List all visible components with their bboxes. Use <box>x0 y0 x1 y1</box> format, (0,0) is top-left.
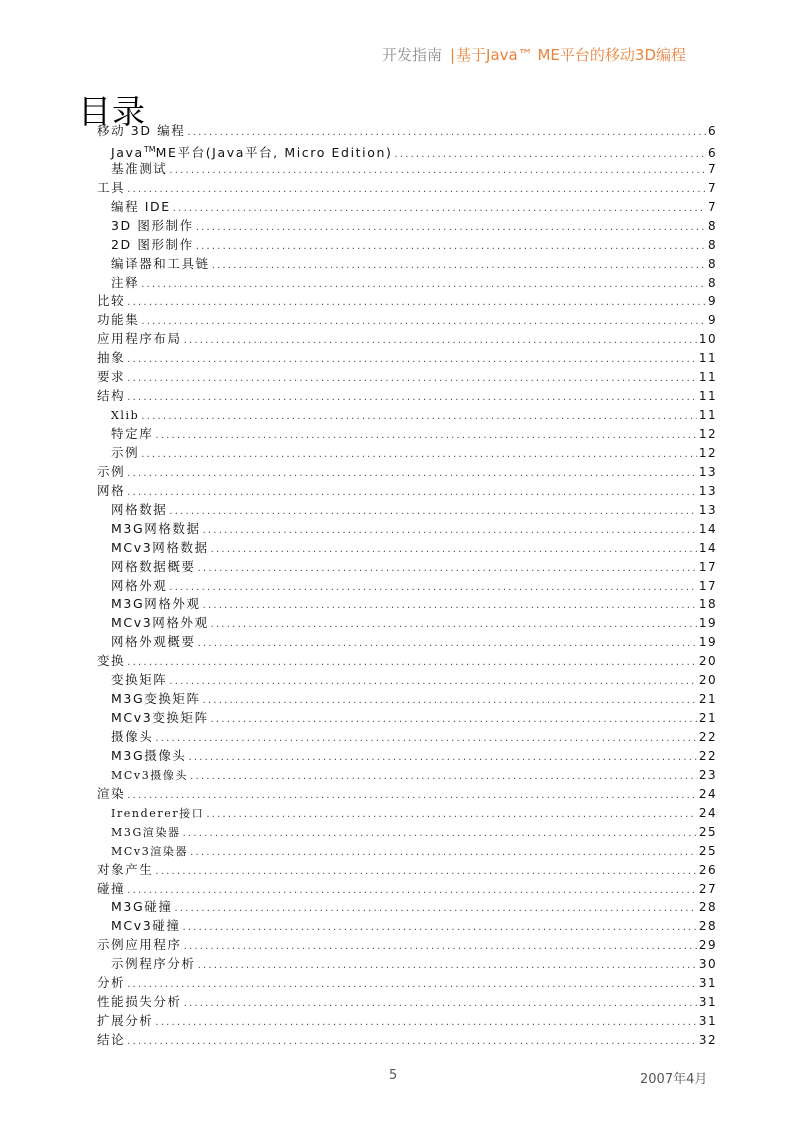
toc-page-number: 11 <box>698 370 717 385</box>
dot-leader <box>190 768 697 785</box>
toc-entry-label-text: 编译器和工具链 <box>111 255 210 271</box>
dot-leader <box>127 976 697 993</box>
toc-entry-label <box>111 805 204 823</box>
toc-subentry[interactable] <box>97 823 717 842</box>
toc-entry-label-text: M3G变换矩阵 <box>111 691 201 707</box>
toc-page-number: 22 <box>698 748 717 763</box>
toc-subentry[interactable] <box>97 804 717 823</box>
toc-entry-label-text: 编程 IDE <box>111 198 171 214</box>
dot-leader <box>182 919 696 936</box>
toc-entry-label-text: 2D 图形制作 <box>111 236 194 252</box>
dot-leader <box>169 579 697 596</box>
toc-entry-label <box>111 917 180 936</box>
toc-entry-label-text: MCv3渲染器 <box>111 844 189 858</box>
toc-page-number: 30 <box>698 957 717 972</box>
toc-entry[interactable] <box>97 292 717 311</box>
toc-entry-label-text: M3G网格外观 <box>111 596 201 612</box>
dot-leader <box>211 616 697 633</box>
toc-entry-label-text: 变换矩阵 <box>111 672 168 688</box>
toc-subentry[interactable] <box>97 406 717 425</box>
toc-page-number: 31 <box>698 1014 717 1029</box>
toc-subentry[interactable] <box>97 444 717 463</box>
toc-page-number: 20 <box>698 654 717 669</box>
page-number: 5 <box>389 1068 398 1083</box>
toc-entry-label <box>111 520 201 539</box>
toc-subentry[interactable] <box>97 236 717 255</box>
toc-page-number: 14 <box>698 540 717 555</box>
dot-leader <box>184 995 697 1012</box>
toc-page-number: 7 <box>707 180 717 195</box>
toc-entry-label-text: 注释 <box>111 274 140 290</box>
toc-entry-label-text: 扩展分析 <box>97 1013 154 1029</box>
toc-entry-label-text: 变换 <box>97 653 126 669</box>
dot-leader <box>174 900 696 917</box>
running-header <box>0 44 686 65</box>
toc-entry-label <box>97 861 153 880</box>
toc-entry-label-text: 工具 <box>97 179 126 195</box>
toc-entry[interactable] <box>97 1031 717 1050</box>
toc-entry-label-text: M3G网格数据 <box>111 520 201 536</box>
toc-entry-label-text: Java <box>111 145 144 160</box>
toc-page-number: 13 <box>698 502 717 517</box>
toc-entry-label <box>111 425 153 444</box>
toc-entry-label-text: M3G渲染器 <box>111 825 181 839</box>
toc-subentry[interactable] <box>97 842 717 861</box>
toc-page-number: 11 <box>698 351 717 366</box>
toc-entry-label-tail: ME平台(Java平台, Micro Edition) <box>155 145 393 160</box>
toc-page-number: 29 <box>698 938 717 953</box>
toc-subentry[interactable] <box>97 425 717 444</box>
toc-entry-label <box>111 633 196 652</box>
toc-subentry[interactable] <box>97 255 717 274</box>
toc-subentry[interactable] <box>97 633 717 652</box>
toc-page-number: 12 <box>698 445 717 460</box>
toc-entry[interactable] <box>97 349 717 368</box>
toc-entry-label <box>111 747 187 766</box>
toc-entry[interactable] <box>97 179 717 198</box>
toc-entry-label <box>111 898 172 917</box>
toc-subentry[interactable] <box>97 614 717 633</box>
toc-entry-label <box>111 274 139 293</box>
toc-page-number: 6 <box>707 124 717 138</box>
dot-leader <box>187 124 706 141</box>
header-guide-label: 开发指南 <box>381 46 442 64</box>
toc-entry-label <box>97 349 125 368</box>
toc-subentry[interactable] <box>97 501 717 520</box>
toc-entry-label-text: 网格数据概要 <box>111 558 196 574</box>
toc-entry-label <box>111 824 181 842</box>
toc-page-number: 8 <box>707 275 717 290</box>
toc-subentry[interactable] <box>97 709 717 728</box>
dot-leader <box>198 560 697 577</box>
dot-leader <box>127 787 697 804</box>
toc-page-number: 23 <box>698 767 717 782</box>
dot-leader <box>184 332 697 349</box>
toc-entry-label <box>97 880 125 899</box>
toc-entry-label-text: 比较 <box>97 293 126 309</box>
toc-entry-label <box>111 843 188 861</box>
toc-page-number: 10 <box>698 332 717 347</box>
toc-entry-label-text: 网格外观概要 <box>111 634 196 650</box>
toc-entry-label-text: 结构 <box>97 388 126 404</box>
toc-entry-label <box>111 955 196 974</box>
dot-leader <box>155 730 697 747</box>
dot-leader <box>203 692 697 709</box>
toc-entry-label <box>97 936 182 955</box>
toc-entry-label <box>111 255 210 274</box>
page-title: 目录 <box>78 92 146 132</box>
toc-entry-label <box>111 407 139 425</box>
toc-entry-label-text: 网格外观 <box>111 577 168 593</box>
toc-entry-label <box>97 122 185 141</box>
trademark-superscript: TM <box>143 144 156 154</box>
dot-leader <box>184 938 697 955</box>
toc-entry-label <box>97 330 182 349</box>
toc-entry[interactable] <box>97 993 717 1012</box>
toc-entry-label-text: 示例 <box>111 444 140 460</box>
toc-subentry[interactable] <box>97 671 717 690</box>
dot-leader <box>127 484 697 501</box>
toc-subentry[interactable] <box>97 766 717 785</box>
toc-entry-label-text: 示例程序分析 <box>111 956 196 972</box>
toc-page-number: 24 <box>698 805 717 820</box>
toc-entry[interactable] <box>97 463 717 482</box>
dot-leader <box>203 597 697 614</box>
toc-page-number: 11 <box>698 408 717 423</box>
toc-subentry[interactable] <box>97 520 717 539</box>
dot-leader <box>198 635 697 652</box>
toc-entry-label-text: Xlib <box>111 409 140 423</box>
toc-page-number: 7 <box>707 161 717 176</box>
toc-subentry[interactable] <box>97 898 717 917</box>
toc-entry-label-text: 抽象 <box>97 350 126 366</box>
toc-entry-label <box>111 595 201 614</box>
toc-page-number: 26 <box>698 862 717 877</box>
toc-page-number: 31 <box>698 976 717 991</box>
toc-page-number: 32 <box>698 1033 717 1047</box>
dot-leader <box>394 146 705 160</box>
dot-leader <box>173 200 706 217</box>
dot-leader <box>198 957 697 974</box>
toc-entry-label-text: M3G摄像头 <box>111 747 187 763</box>
dot-leader <box>155 863 697 880</box>
toc-page-number: 19 <box>698 616 717 631</box>
toc-entry-label <box>111 690 201 709</box>
toc-entry-label-text: 示例应用程序 <box>97 937 182 953</box>
toc-entry-label <box>111 539 209 558</box>
toc-entry-label <box>97 785 125 804</box>
toc-page-number: 13 <box>698 464 717 479</box>
footer-date: 2007年4月 <box>640 1072 708 1087</box>
toc-subentry[interactable] <box>97 141 717 160</box>
toc-entry-label <box>111 444 139 463</box>
toc-entry-label-text: M3G碰撞 <box>111 899 173 915</box>
toc-entry-label-text: 碰撞 <box>97 880 126 896</box>
toc-entry[interactable] <box>97 974 717 993</box>
toc-page-number: 28 <box>698 900 717 915</box>
toc-page-number: 27 <box>698 881 717 896</box>
dot-leader <box>127 465 697 482</box>
toc-entry-label-text: 3D 图形制作 <box>111 217 194 233</box>
toc-page-number: 17 <box>698 559 717 574</box>
toc-subentry[interactable] <box>97 160 717 179</box>
toc-subentry[interactable] <box>97 217 717 236</box>
toc-subentry[interactable] <box>97 595 717 614</box>
toc-page-number: 11 <box>698 389 717 404</box>
toc-entry-label-text: MCv3网格外观 <box>111 615 209 631</box>
toc-entry-label-text: 渲染 <box>97 785 126 801</box>
toc-page-number: 6 <box>707 146 717 160</box>
toc-entry-label-text: 应用程序布局 <box>97 331 182 347</box>
toc-entry-label-text: 分析 <box>97 975 126 991</box>
toc-entry-label <box>111 767 188 785</box>
toc-page-number: 20 <box>698 673 717 688</box>
toc-subentry[interactable] <box>97 539 717 558</box>
toc-subentry[interactable] <box>97 577 717 596</box>
toc-page-number: 21 <box>698 711 717 726</box>
toc-entry-label <box>111 558 196 577</box>
toc-entry-label <box>111 709 209 728</box>
header-document-title: 基于Java™ ME平台的移动3D编程 <box>456 46 686 64</box>
toc-entry-label <box>97 1012 153 1031</box>
toc-entry-label-text: MCv3网格数据 <box>111 539 209 555</box>
toc-entry-label <box>111 671 167 690</box>
toc-page-number: 31 <box>698 995 717 1010</box>
toc-entry-label <box>111 198 171 217</box>
toc-page-number: 24 <box>698 786 717 801</box>
toc-entry-label <box>97 292 125 311</box>
toc-entry[interactable] <box>97 880 717 899</box>
toc-entry-label-text: 移动 3D 编程 <box>97 123 186 138</box>
toc-entry[interactable] <box>97 122 717 141</box>
toc-entry-label-text: 特定库 <box>111 426 154 441</box>
dot-leader <box>206 806 697 823</box>
toc-entry-label-text: 对象产生 <box>97 861 154 877</box>
toc-page-number: 8 <box>707 256 717 271</box>
toc-entry-label-text: 结论 <box>97 1032 126 1047</box>
toc-entry-label <box>97 652 125 671</box>
toc-entry[interactable] <box>97 482 717 501</box>
toc-entry-label <box>97 463 125 482</box>
toc-entry-label-text: MCv3摄像头 <box>111 768 189 782</box>
toc-entry-label <box>111 160 167 179</box>
toc-page-number: 8 <box>707 218 717 233</box>
dot-leader <box>203 522 697 539</box>
toc-entry-label-text: 功能集 <box>97 312 140 328</box>
toc-subentry[interactable] <box>97 955 717 974</box>
toc-subentry[interactable] <box>97 198 717 217</box>
dot-leader <box>127 181 706 198</box>
dot-leader <box>155 427 697 444</box>
toc-entry-label <box>97 974 125 993</box>
toc-page-number: 8 <box>707 237 717 252</box>
toc-entry-label-text: Irenderer接口 <box>111 806 205 820</box>
table-of-contents <box>97 122 717 1050</box>
toc-subentry[interactable] <box>97 917 717 936</box>
dot-leader <box>196 219 706 236</box>
toc-entry-label <box>111 236 194 255</box>
dot-leader <box>127 1033 697 1050</box>
toc-entry-label <box>97 179 125 198</box>
toc-entry-label <box>111 614 209 633</box>
toc-page-number: 25 <box>698 843 717 858</box>
toc-page-number: 14 <box>698 521 717 536</box>
toc-entry-label <box>97 1031 125 1050</box>
toc-entry-label <box>111 501 167 520</box>
toc-entry[interactable] <box>97 1012 717 1031</box>
toc-entry[interactable] <box>97 311 717 330</box>
dot-leader <box>211 711 697 728</box>
toc-entry[interactable] <box>97 936 717 955</box>
dot-leader <box>189 749 697 766</box>
toc-entry-label-text: 摄像头 <box>111 729 154 744</box>
dot-leader <box>212 257 706 274</box>
dot-leader <box>127 389 697 406</box>
dot-leader <box>169 503 697 520</box>
dot-leader <box>141 408 697 425</box>
toc-entry[interactable] <box>97 652 717 671</box>
toc-page-number: 12 <box>698 427 717 441</box>
toc-entry-label <box>111 217 194 236</box>
dot-leader <box>127 654 697 671</box>
toc-entry[interactable] <box>97 330 717 349</box>
toc-entry-label <box>111 141 392 160</box>
toc-entry-label <box>97 387 125 406</box>
toc-entry-label-text: MCv3变换矩阵 <box>111 710 209 726</box>
toc-page-number: 9 <box>707 313 717 328</box>
toc-entry-label-text: 基准测试 <box>111 160 168 176</box>
toc-entry[interactable] <box>97 785 717 804</box>
toc-page-number: 13 <box>698 483 717 498</box>
dot-leader <box>141 446 697 463</box>
dot-leader <box>127 882 697 899</box>
toc-entry-label <box>97 311 139 330</box>
dot-leader <box>141 276 706 293</box>
toc-page-number: 18 <box>698 597 717 612</box>
toc-page-number: 22 <box>698 730 717 744</box>
toc-subentry[interactable] <box>97 274 717 293</box>
toc-entry-label <box>111 728 153 747</box>
toc-entry-label-text: 网格数据 <box>111 501 168 517</box>
toc-entry-label <box>111 577 167 596</box>
dot-leader <box>211 541 697 558</box>
toc-page-number: 7 <box>707 199 717 214</box>
toc-page-number: 25 <box>698 824 717 839</box>
toc-entry-label <box>97 482 125 501</box>
dot-leader <box>141 313 706 330</box>
toc-page-number: 17 <box>698 578 717 593</box>
dot-leader <box>127 294 706 311</box>
toc-entry-label-text: MCv3碰撞 <box>111 918 181 934</box>
toc-entry-label <box>97 993 182 1012</box>
toc-entry-label-text: 示例 <box>97 463 126 479</box>
header-separator: | <box>449 46 456 64</box>
dot-leader <box>169 673 697 690</box>
dot-leader <box>190 844 697 861</box>
toc-subentry[interactable] <box>97 728 717 747</box>
toc-subentry[interactable] <box>97 747 717 766</box>
toc-entry-label-text: 网格 <box>97 482 126 498</box>
dot-leader <box>127 351 697 368</box>
dot-leader <box>155 1014 697 1031</box>
toc-entry[interactable] <box>97 387 717 406</box>
dot-leader <box>183 825 697 842</box>
toc-page-number: 21 <box>698 692 717 707</box>
toc-subentry[interactable] <box>97 558 717 577</box>
toc-entry-label-text: 性能损失分析 <box>97 994 182 1010</box>
dot-leader <box>127 370 697 387</box>
toc-entry[interactable] <box>97 368 717 387</box>
toc-entry-label-text: 要求 <box>97 369 126 385</box>
toc-entry[interactable] <box>97 861 717 880</box>
toc-entry-label <box>97 368 125 387</box>
toc-page-number: 19 <box>698 635 717 650</box>
dot-leader <box>196 238 706 255</box>
toc-page-number: 9 <box>707 294 717 309</box>
toc-subentry[interactable] <box>97 690 717 709</box>
dot-leader <box>169 162 706 179</box>
toc-page-number: 28 <box>698 919 717 934</box>
